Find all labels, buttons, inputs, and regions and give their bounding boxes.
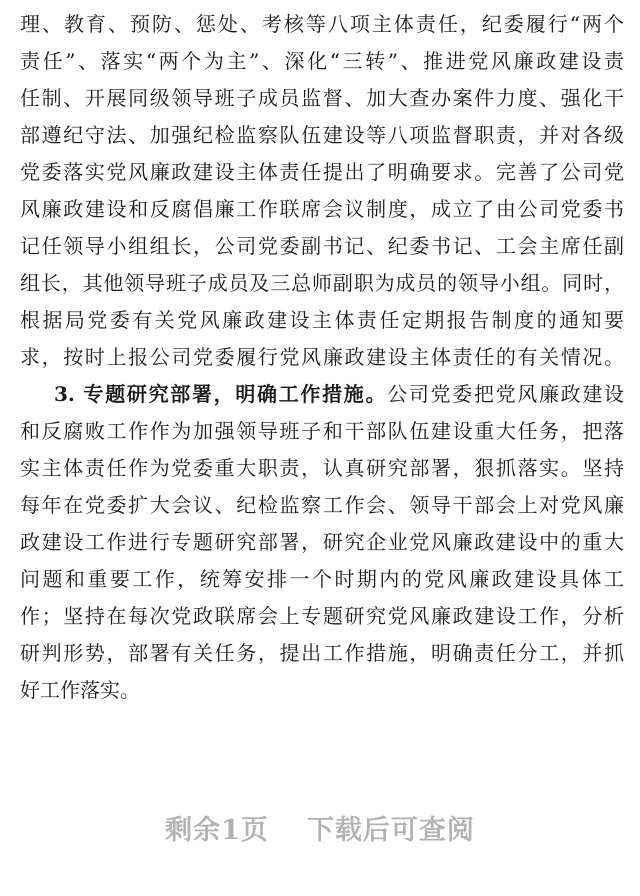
document-body	[20, 6, 624, 709]
text-line: 和反腐败工作作为加强领导班子和干部队伍建设重大任务，把落	[20, 419, 624, 443]
text-line: 党委落实党风廉政建设主体责任提出了明确要求。完善了公司党	[20, 160, 624, 184]
text-line: 根据局党委有关党风廉政建设主体责任定期报告制度的通知要	[20, 308, 624, 332]
text-line: 责任”、落实“两个为主”、深化“三转”、推进党风廉政建设责	[20, 49, 624, 73]
text-line: 理、教育、预防、惩处、考核等八项主体责任，纪委履行“两个	[20, 12, 624, 36]
section-heading: 3. 专题研究部署，明确工作措施。	[54, 382, 388, 406]
remaining-pages-text: 剩余1页	[165, 815, 269, 846]
text-line: 好工作落实。	[20, 678, 140, 702]
text-line: 实主体责任作为党委重大职责，认真研究部署，狠抓落实。坚持	[20, 456, 624, 480]
paragraph-1	[20, 6, 624, 376]
text-line: 问题和重要工作，统筹安排一个时期内的党风廉政建设具体工	[20, 567, 624, 591]
text-line: 记任领导小组组长，公司党委副书记、纪委书记、工会主席任副	[20, 234, 624, 258]
download-prompt-banner[interactable]	[0, 808, 640, 847]
text-line: 研判形势，部署有关任务，提出工作措施，明确责任分工，并抓	[20, 641, 624, 665]
heading-line-text: 公司党委把党风廉政建设	[387, 382, 624, 406]
download-prompt-text: 下载后可查阅	[306, 815, 475, 846]
text-line: 作；坚持在每次党政联席会上专题研究党风廉政建设工作，分析	[20, 604, 624, 628]
text-line: 部遵纪守法、加强纪检监察队伍建设等八项监督职责，并对各级	[20, 123, 624, 147]
section-heading-line	[20, 376, 624, 413]
text-line: 政建设工作进行专题研究部署，研究企业党风廉政建设中的重大	[20, 530, 624, 554]
text-line: 求，按时上报公司党委履行党风廉政建设主体责任的有关情况。	[20, 345, 624, 369]
text-line: 任制、开展同级领导班子成员监督、加大查办案件力度、强化干	[20, 86, 624, 110]
text-line: 每年在党委扩大会议、纪检监察工作会、领导干部会上对党风廉	[20, 493, 624, 517]
text-line: 组长，其他领导班子成员及三总师副职为成员的领导小组。同时，	[20, 271, 624, 295]
paragraph-2	[20, 376, 624, 709]
text-line: 风廉政建设和反腐倡廉工作联席会议制度，成立了由公司党委书	[20, 197, 624, 221]
